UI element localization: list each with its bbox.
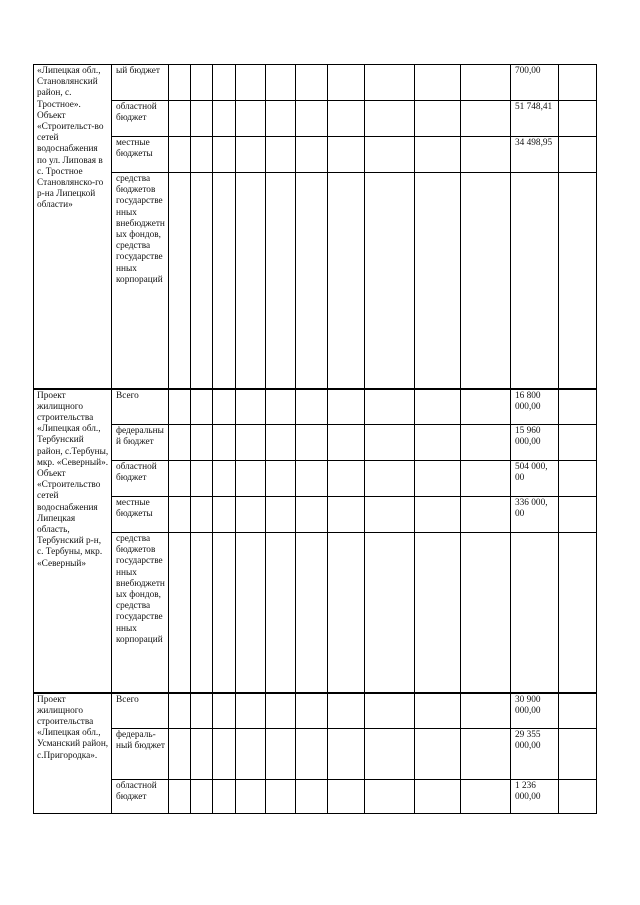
- empty-cell: [415, 425, 461, 461]
- empty-cell: [559, 461, 597, 497]
- empty-cell: [169, 461, 191, 497]
- financing-table: [33, 64, 597, 814]
- empty-cell: [236, 173, 266, 389]
- empty-cell: [328, 533, 365, 693]
- funding-source-cell: областной бюджет: [112, 101, 169, 137]
- empty-cell: [266, 137, 296, 173]
- empty-cell: [169, 533, 191, 693]
- empty-cell: [191, 533, 213, 693]
- empty-cell: [169, 101, 191, 137]
- empty-cell: [169, 173, 191, 389]
- empty-cell: [213, 101, 236, 137]
- empty-cell: [461, 497, 511, 533]
- empty-cell: [559, 101, 597, 137]
- funding-source-cell: областной бюджет: [112, 780, 169, 814]
- empty-cell: [559, 729, 597, 780]
- table-row: [34, 693, 597, 729]
- empty-cell: [191, 65, 213, 101]
- table-row: [34, 173, 597, 389]
- empty-cell: [266, 389, 296, 425]
- empty-cell: [328, 729, 365, 780]
- empty-cell: [328, 65, 365, 101]
- empty-cell: [461, 425, 511, 461]
- empty-cell: [328, 389, 365, 425]
- empty-cell: [213, 729, 236, 780]
- empty-cell: [191, 780, 213, 814]
- empty-cell: [236, 729, 266, 780]
- empty-cell: [236, 389, 266, 425]
- funding-source-cell: местные бюджеты: [112, 137, 169, 173]
- empty-cell: [461, 780, 511, 814]
- empty-cell: [415, 780, 461, 814]
- empty-cell: [559, 693, 597, 729]
- table-body: [34, 65, 597, 814]
- table-row: [34, 389, 597, 425]
- empty-cell: [169, 780, 191, 814]
- empty-cell: [461, 173, 511, 389]
- table-row: [34, 65, 597, 101]
- empty-cell: [296, 533, 328, 693]
- funding-source-cell: Всего: [112, 693, 169, 729]
- empty-cell: [236, 533, 266, 693]
- amount-cell: [511, 533, 559, 693]
- empty-cell: [191, 137, 213, 173]
- empty-cell: [559, 389, 597, 425]
- empty-cell: [328, 173, 365, 389]
- empty-cell: [213, 693, 236, 729]
- empty-cell: [365, 101, 415, 137]
- table-row: [34, 497, 597, 533]
- funding-source-cell: Всего: [112, 389, 169, 425]
- funding-source-cell: средства бюджетов государственных внебюджетных фондов, средства государственных корпораций: [112, 173, 169, 389]
- table-row: [34, 137, 597, 173]
- empty-cell: [213, 65, 236, 101]
- empty-cell: [461, 101, 511, 137]
- empty-cell: [296, 65, 328, 101]
- amount-cell: 16 800 000,00: [511, 389, 559, 425]
- amount-cell: 336 000, 00: [511, 497, 559, 533]
- empty-cell: [213, 425, 236, 461]
- empty-cell: [328, 137, 365, 173]
- empty-cell: [169, 65, 191, 101]
- empty-cell: [365, 389, 415, 425]
- empty-cell: [213, 173, 236, 389]
- table-row: [34, 101, 597, 137]
- empty-cell: [266, 533, 296, 693]
- empty-cell: [328, 101, 365, 137]
- empty-cell: [296, 173, 328, 389]
- empty-cell: [328, 780, 365, 814]
- empty-cell: [213, 497, 236, 533]
- table-row: [34, 533, 597, 693]
- empty-cell: [296, 497, 328, 533]
- empty-cell: [169, 389, 191, 425]
- empty-cell: [461, 461, 511, 497]
- empty-cell: [365, 461, 415, 497]
- empty-cell: [559, 533, 597, 693]
- empty-cell: [266, 425, 296, 461]
- empty-cell: [191, 101, 213, 137]
- empty-cell: [328, 693, 365, 729]
- amount-cell: 15 960 000,00: [511, 425, 559, 461]
- empty-cell: [365, 780, 415, 814]
- empty-cell: [266, 173, 296, 389]
- empty-cell: [296, 389, 328, 425]
- empty-cell: [266, 65, 296, 101]
- funding-source-cell: местные бюджеты: [112, 497, 169, 533]
- amount-cell: 29 355 000,00: [511, 729, 559, 780]
- empty-cell: [213, 461, 236, 497]
- empty-cell: [236, 137, 266, 173]
- empty-cell: [296, 729, 328, 780]
- amount-cell: 30 900 000,00: [511, 693, 559, 729]
- empty-cell: [296, 425, 328, 461]
- amount-cell: 504 000, 00: [511, 461, 559, 497]
- empty-cell: [559, 137, 597, 173]
- table-row: [34, 780, 597, 814]
- project-name-cell: Проект жилищного строительства «Липецкая обл., Усманский район, с.Пригородка».: [34, 693, 112, 814]
- amount-cell: 34 498,95: [511, 137, 559, 173]
- empty-cell: [191, 461, 213, 497]
- empty-cell: [559, 425, 597, 461]
- empty-cell: [169, 497, 191, 533]
- empty-cell: [236, 780, 266, 814]
- empty-cell: [365, 693, 415, 729]
- empty-cell: [559, 497, 597, 533]
- empty-cell: [191, 693, 213, 729]
- empty-cell: [559, 65, 597, 101]
- amount-cell: 51 748,41: [511, 101, 559, 137]
- project-name-cell: «Липецкая обл., Становлянский район, с. Тростное». Объект «Строительст-во сетей водоснабжения по ул. Липовая в с. Тростное Становлянско-го р-на Липецкой области»: [34, 65, 112, 389]
- table-row: [34, 425, 597, 461]
- amount-cell: [511, 173, 559, 389]
- empty-cell: [236, 497, 266, 533]
- empty-cell: [415, 729, 461, 780]
- empty-cell: [559, 173, 597, 389]
- empty-cell: [365, 533, 415, 693]
- empty-cell: [365, 137, 415, 173]
- empty-cell: [415, 533, 461, 693]
- empty-cell: [213, 389, 236, 425]
- empty-cell: [266, 101, 296, 137]
- empty-cell: [365, 729, 415, 780]
- empty-cell: [236, 461, 266, 497]
- empty-cell: [365, 173, 415, 389]
- empty-cell: [296, 137, 328, 173]
- empty-cell: [169, 693, 191, 729]
- empty-cell: [461, 65, 511, 101]
- empty-cell: [266, 780, 296, 814]
- funding-source-cell: ый бюджет: [112, 65, 169, 101]
- empty-cell: [415, 65, 461, 101]
- empty-cell: [365, 65, 415, 101]
- empty-cell: [169, 425, 191, 461]
- empty-cell: [169, 729, 191, 780]
- empty-cell: [461, 389, 511, 425]
- amount-cell: 1 236 000,00: [511, 780, 559, 814]
- empty-cell: [266, 497, 296, 533]
- funding-source-cell: областной бюджет: [112, 461, 169, 497]
- table-row: [34, 729, 597, 780]
- empty-cell: [296, 780, 328, 814]
- empty-cell: [415, 497, 461, 533]
- empty-cell: [296, 693, 328, 729]
- empty-cell: [415, 173, 461, 389]
- empty-cell: [236, 65, 266, 101]
- amount-cell: 700,00: [511, 65, 559, 101]
- project-name-cell: Проект жилищного строительства «Липецкая обл., Тербунский район, с.Тербуны, мкр. «Северный». Объект «Строительство сетей водоснабжения Липецкая область, Тербунский р-н, с. Тербуны, мкр. «Северный»: [34, 389, 112, 693]
- empty-cell: [415, 137, 461, 173]
- empty-cell: [191, 497, 213, 533]
- empty-cell: [415, 101, 461, 137]
- empty-cell: [236, 101, 266, 137]
- empty-cell: [296, 461, 328, 497]
- empty-cell: [169, 137, 191, 173]
- table-row: [34, 461, 597, 497]
- empty-cell: [236, 425, 266, 461]
- empty-cell: [236, 693, 266, 729]
- empty-cell: [213, 780, 236, 814]
- empty-cell: [296, 101, 328, 137]
- empty-cell: [266, 461, 296, 497]
- empty-cell: [559, 780, 597, 814]
- empty-cell: [328, 425, 365, 461]
- empty-cell: [328, 497, 365, 533]
- empty-cell: [191, 729, 213, 780]
- empty-cell: [461, 533, 511, 693]
- empty-cell: [213, 533, 236, 693]
- empty-cell: [365, 425, 415, 461]
- empty-cell: [365, 497, 415, 533]
- funding-source-cell: средства бюджетов государственных внебюджетных фондов, средства государственных корпораций: [112, 533, 169, 693]
- empty-cell: [266, 729, 296, 780]
- empty-cell: [461, 729, 511, 780]
- empty-cell: [415, 389, 461, 425]
- empty-cell: [213, 137, 236, 173]
- empty-cell: [328, 461, 365, 497]
- empty-cell: [191, 389, 213, 425]
- empty-cell: [461, 137, 511, 173]
- empty-cell: [415, 693, 461, 729]
- empty-cell: [461, 693, 511, 729]
- funding-source-cell: федераль-ный бюджет: [112, 729, 169, 780]
- empty-cell: [266, 693, 296, 729]
- empty-cell: [415, 461, 461, 497]
- empty-cell: [191, 425, 213, 461]
- funding-source-cell: федеральный бюджет: [112, 425, 169, 461]
- empty-cell: [191, 173, 213, 389]
